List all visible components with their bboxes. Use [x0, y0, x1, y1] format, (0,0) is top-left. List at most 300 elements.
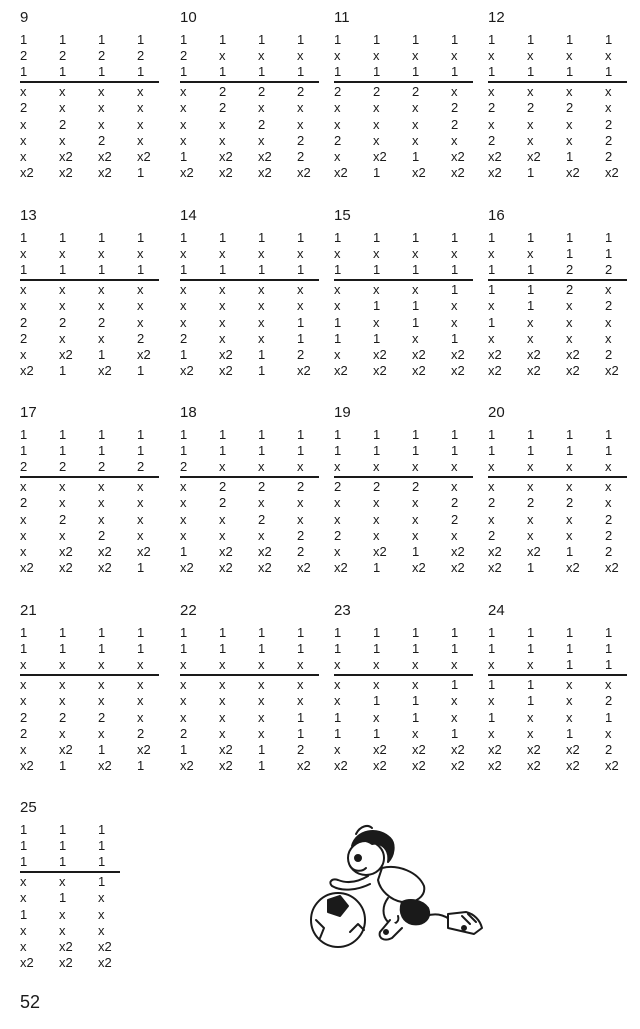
top-cell: x: [373, 657, 380, 673]
bottom-cell: 1: [334, 314, 342, 330]
bottom-cell: x: [59, 693, 66, 709]
bottom-cell: x: [59, 677, 66, 693]
bottom-cell: x: [566, 84, 573, 100]
bottom-cell: 1: [180, 741, 188, 757]
top-cell: 2: [180, 459, 188, 475]
bottom-cell: x2: [219, 741, 233, 757]
top-cell: 1: [412, 625, 420, 640]
top-cell: x: [527, 459, 534, 475]
bottom-cell: 2: [605, 298, 613, 314]
bottom-cell: x: [20, 741, 27, 757]
bottom-cell: x: [98, 890, 105, 906]
block-number: 14: [180, 207, 197, 224]
bottom-cell: 1: [137, 164, 145, 180]
top-cell: 1: [527, 64, 535, 80]
bottom-cell: x2: [566, 164, 580, 180]
bottom-cell: 1: [297, 709, 305, 725]
bottom-cell: x: [297, 495, 304, 511]
bottom-cell: x: [59, 527, 66, 543]
top-cell: 1: [527, 427, 535, 442]
top-cell: 1: [373, 443, 381, 459]
bottom-cell: 2: [219, 100, 227, 116]
bottom-cell: 1: [334, 725, 342, 741]
bottom-cell: 1: [373, 330, 381, 346]
bottom-cell: x2: [20, 164, 34, 180]
bottom-cell: 2: [20, 100, 28, 116]
bottom-cell: x: [451, 298, 458, 314]
top-cell: 1: [137, 427, 145, 442]
top-cell: x: [412, 657, 419, 673]
bottom-cell: x: [451, 693, 458, 709]
bottom-cell: x: [373, 132, 380, 148]
bottom-cell: 2: [605, 511, 613, 527]
bottom-cell: x: [488, 725, 495, 741]
bottom-cell: 1: [412, 148, 420, 164]
bottom-cell: x: [373, 495, 380, 511]
block-divider: [20, 674, 159, 676]
bottom-cell: 2: [605, 693, 613, 709]
bottom-cell: 1: [258, 757, 266, 773]
bottom-cell: x2: [180, 559, 194, 575]
bottom-cell: x: [20, 116, 27, 132]
top-cell: 1: [20, 427, 28, 442]
bottom-cell: 1: [180, 346, 188, 362]
top-cell: 1: [258, 427, 266, 442]
block-divider: [20, 476, 159, 478]
bottom-cell: x: [20, 298, 27, 314]
top-cell: x: [412, 459, 419, 475]
top-cell: 2: [98, 48, 106, 64]
top-cell: 1: [334, 625, 342, 640]
top-cell: 1: [334, 32, 342, 47]
top-cell: 1: [297, 230, 305, 245]
top-cell: 1: [527, 443, 535, 459]
bottom-cell: x2: [527, 362, 541, 378]
bottom-cell: x: [258, 330, 265, 346]
bottom-cell: 2: [451, 100, 459, 116]
bottom-cell: x: [137, 479, 144, 495]
bottom-cell: x2: [451, 148, 465, 164]
bottom-cell: 2: [297, 84, 305, 100]
bottom-cell: 1: [566, 725, 574, 741]
bottom-cell: x2: [451, 757, 465, 773]
bottom-cell: x2: [373, 346, 387, 362]
bottom-cell: x: [180, 298, 187, 314]
bottom-cell: x: [527, 330, 534, 346]
bottom-cell: 1: [412, 298, 420, 314]
bottom-cell: x2: [59, 164, 73, 180]
bottom-cell: x2: [297, 362, 311, 378]
bottom-cell: x: [20, 511, 27, 527]
top-cell: 1: [180, 625, 188, 640]
block-divider: [180, 476, 319, 478]
top-cell: x: [297, 246, 304, 262]
bottom-cell: 1: [451, 677, 459, 693]
bottom-cell: x: [59, 298, 66, 314]
top-cell: x: [258, 246, 265, 262]
bottom-cell: x2: [451, 543, 465, 559]
top-cell: x: [137, 246, 144, 262]
bottom-cell: 2: [98, 709, 106, 725]
bottom-cell: 2: [412, 84, 420, 100]
football-player-illustration: [298, 820, 498, 950]
bottom-cell: 2: [297, 741, 305, 757]
bottom-cell: x2: [59, 741, 73, 757]
bottom-cell: x: [20, 132, 27, 148]
block-divider: [334, 81, 473, 83]
bottom-cell: x: [180, 132, 187, 148]
top-cell: x: [488, 459, 495, 475]
top-cell: 1: [180, 443, 188, 459]
bottom-cell: 1: [20, 906, 28, 922]
bottom-cell: x2: [334, 362, 348, 378]
top-cell: 1: [180, 262, 188, 278]
top-cell: 1: [20, 854, 28, 870]
bottom-cell: x2: [412, 362, 426, 378]
bottom-cell: x2: [412, 346, 426, 362]
bottom-cell: x: [180, 84, 187, 100]
bottom-cell: x: [605, 314, 612, 330]
bottom-cell: x: [180, 282, 187, 298]
bottom-cell: 2: [373, 479, 381, 495]
bottom-cell: x: [527, 527, 534, 543]
top-cell: x: [451, 657, 458, 673]
bottom-cell: x: [412, 100, 419, 116]
bottom-cell: x: [605, 725, 612, 741]
top-cell: x: [488, 657, 495, 673]
bottom-cell: x: [98, 495, 105, 511]
top-cell: 1: [137, 64, 145, 80]
block-number: 23: [334, 602, 351, 619]
bottom-cell: x: [98, 906, 105, 922]
top-cell: x: [373, 459, 380, 475]
bottom-cell: x2: [219, 148, 233, 164]
top-cell: 1: [98, 32, 106, 47]
bottom-cell: 1: [488, 677, 496, 693]
bottom-cell: x: [527, 116, 534, 132]
bottom-cell: 1: [98, 346, 106, 362]
bottom-cell: x: [373, 709, 380, 725]
bottom-cell: 1: [412, 543, 420, 559]
top-cell: 1: [258, 32, 266, 47]
top-cell: 1: [412, 262, 420, 278]
top-cell: 1: [334, 230, 342, 245]
top-cell: 1: [59, 838, 67, 854]
bottom-cell: 2: [605, 543, 613, 559]
top-cell: 1: [527, 230, 535, 245]
bottom-cell: x2: [451, 362, 465, 378]
bottom-cell: x: [59, 922, 66, 938]
top-cell: x: [59, 657, 66, 673]
bottom-cell: 2: [605, 741, 613, 757]
bottom-cell: x: [137, 495, 144, 511]
bottom-cell: x: [334, 543, 341, 559]
bottom-cell: x: [334, 116, 341, 132]
top-cell: 1: [180, 641, 188, 657]
top-cell: 2: [98, 459, 106, 475]
bottom-cell: x: [488, 84, 495, 100]
top-cell: x: [180, 657, 187, 673]
top-cell: 1: [98, 854, 106, 870]
bottom-cell: 2: [59, 511, 67, 527]
top-cell: 1: [605, 64, 613, 80]
bottom-cell: x2: [488, 543, 502, 559]
bottom-cell: x2: [20, 362, 34, 378]
top-cell: 1: [412, 641, 420, 657]
top-cell: 1: [488, 32, 496, 47]
top-cell: 1: [219, 262, 227, 278]
bottom-cell: x: [180, 677, 187, 693]
top-cell: x: [566, 459, 573, 475]
bottom-cell: x: [605, 84, 612, 100]
bottom-cell: x: [180, 693, 187, 709]
bottom-cell: x: [180, 479, 187, 495]
bottom-cell: x2: [219, 559, 233, 575]
top-cell: x: [566, 48, 573, 64]
bottom-cell: x: [373, 677, 380, 693]
bottom-cell: x: [258, 100, 265, 116]
bottom-cell: x2: [334, 559, 348, 575]
bottom-cell: x2: [566, 757, 580, 773]
bottom-cell: x: [488, 330, 495, 346]
bottom-cell: x: [566, 132, 573, 148]
bottom-cell: x2: [527, 741, 541, 757]
top-cell: 1: [98, 625, 106, 640]
bottom-cell: 2: [297, 346, 305, 362]
top-cell: x: [258, 657, 265, 673]
bottom-cell: x2: [373, 362, 387, 378]
top-cell: 1: [412, 443, 420, 459]
bottom-cell: x: [412, 282, 419, 298]
bottom-cell: x: [334, 741, 341, 757]
bottom-cell: x2: [20, 954, 34, 970]
bottom-cell: 2: [566, 495, 574, 511]
top-cell: 1: [137, 625, 145, 640]
bottom-cell: x2: [219, 362, 233, 378]
bottom-cell: x: [488, 298, 495, 314]
top-cell: 1: [373, 625, 381, 640]
top-cell: 1: [566, 246, 574, 262]
bottom-cell: x2: [258, 148, 272, 164]
bottom-cell: x: [59, 330, 66, 346]
bottom-cell: x2: [297, 559, 311, 575]
bottom-cell: x: [219, 330, 226, 346]
bottom-cell: 2: [451, 116, 459, 132]
top-cell: 1: [258, 262, 266, 278]
bottom-cell: x: [137, 677, 144, 693]
bottom-cell: x: [488, 693, 495, 709]
bottom-cell: 2: [20, 709, 28, 725]
top-cell: 1: [297, 427, 305, 442]
top-cell: 1: [98, 230, 106, 245]
block-divider: [180, 81, 319, 83]
bottom-cell: 2: [297, 543, 305, 559]
block-number: 15: [334, 207, 351, 224]
top-cell: 1: [334, 427, 342, 442]
top-cell: 1: [137, 262, 145, 278]
top-cell: 1: [488, 641, 496, 657]
bottom-cell: x: [98, 511, 105, 527]
bottom-cell: 1: [451, 282, 459, 298]
bottom-cell: 2: [605, 132, 613, 148]
bottom-cell: 2: [20, 330, 28, 346]
bottom-cell: x: [412, 725, 419, 741]
top-cell: 1: [297, 64, 305, 80]
bottom-cell: 2: [605, 116, 613, 132]
top-cell: 1: [566, 427, 574, 442]
bottom-cell: x: [527, 84, 534, 100]
bottom-cell: x: [373, 282, 380, 298]
bottom-cell: 1: [59, 362, 67, 378]
bottom-cell: x2: [566, 346, 580, 362]
bottom-cell: 2: [258, 479, 266, 495]
bottom-cell: x2: [137, 346, 151, 362]
bottom-cell: x: [98, 693, 105, 709]
bottom-cell: x: [137, 527, 144, 543]
top-cell: 1: [451, 641, 459, 657]
bottom-cell: x: [20, 938, 27, 954]
top-cell: 1: [20, 443, 28, 459]
top-cell: 1: [373, 641, 381, 657]
bottom-cell: 1: [59, 757, 67, 773]
block-number: 16: [488, 207, 505, 224]
block-number: 9: [20, 9, 29, 26]
bottom-cell: x: [219, 527, 226, 543]
bottom-cell: x2: [605, 559, 619, 575]
block-number: 10: [180, 9, 197, 26]
bottom-cell: x2: [137, 543, 151, 559]
bottom-cell: x: [373, 116, 380, 132]
bottom-cell: x: [219, 116, 226, 132]
bottom-cell: x: [20, 479, 27, 495]
bottom-cell: x2: [527, 148, 541, 164]
top-cell: 1: [98, 443, 106, 459]
top-cell: 1: [59, 64, 67, 80]
bottom-cell: x2: [373, 757, 387, 773]
block-divider: [180, 674, 319, 676]
bottom-cell: x: [566, 693, 573, 709]
bottom-cell: x: [180, 511, 187, 527]
block-number: 19: [334, 404, 351, 421]
bottom-cell: 1: [527, 164, 535, 180]
bottom-cell: 1: [98, 874, 106, 890]
bottom-cell: x2: [59, 559, 73, 575]
bottom-cell: 2: [488, 100, 496, 116]
top-cell: x: [219, 657, 226, 673]
bottom-cell: x2: [297, 164, 311, 180]
bottom-cell: x: [219, 282, 226, 298]
bottom-cell: 2: [527, 495, 535, 511]
bottom-cell: x: [219, 709, 226, 725]
bottom-cell: x: [219, 132, 226, 148]
bottom-cell: x2: [566, 362, 580, 378]
top-cell: 1: [605, 246, 613, 262]
block-divider: [488, 279, 627, 281]
bottom-cell: x2: [98, 362, 112, 378]
bottom-cell: x: [59, 479, 66, 495]
top-cell: 2: [59, 459, 67, 475]
top-cell: 1: [566, 657, 574, 673]
bottom-cell: x2: [180, 757, 194, 773]
top-cell: 1: [412, 230, 420, 245]
bottom-cell: x: [258, 282, 265, 298]
bottom-cell: 2: [566, 100, 574, 116]
bottom-cell: x: [527, 709, 534, 725]
top-cell: 1: [20, 64, 28, 80]
block-number: 18: [180, 404, 197, 421]
bottom-cell: x: [98, 725, 105, 741]
top-cell: 1: [258, 230, 266, 245]
top-cell: x: [451, 246, 458, 262]
bottom-cell: x: [566, 709, 573, 725]
bottom-cell: x: [297, 693, 304, 709]
bottom-cell: x2: [451, 346, 465, 362]
block-divider: [20, 279, 159, 281]
top-cell: 1: [334, 262, 342, 278]
bottom-cell: x: [180, 527, 187, 543]
top-cell: 1: [59, 32, 67, 47]
bottom-cell: x: [59, 84, 66, 100]
top-cell: x: [20, 246, 27, 262]
bottom-cell: x: [605, 100, 612, 116]
top-cell: x: [451, 459, 458, 475]
top-cell: x: [334, 246, 341, 262]
bottom-cell: x2: [219, 757, 233, 773]
top-cell: 1: [605, 625, 613, 640]
top-cell: x: [258, 459, 265, 475]
bottom-cell: x: [137, 116, 144, 132]
bottom-cell: x: [527, 479, 534, 495]
bottom-cell: 2: [258, 116, 266, 132]
top-cell: 1: [297, 625, 305, 640]
top-cell: 1: [137, 443, 145, 459]
bottom-cell: x2: [98, 559, 112, 575]
bottom-cell: x: [137, 100, 144, 116]
top-cell: 1: [219, 32, 227, 47]
top-cell: 1: [20, 230, 28, 245]
bottom-cell: 2: [334, 527, 342, 543]
bottom-cell: x: [297, 100, 304, 116]
bottom-cell: x: [527, 725, 534, 741]
bottom-cell: x: [605, 282, 612, 298]
bottom-cell: x: [412, 511, 419, 527]
top-cell: 1: [297, 32, 305, 47]
bottom-cell: x2: [180, 362, 194, 378]
bottom-cell: x2: [412, 741, 426, 757]
bottom-cell: 2: [297, 148, 305, 164]
bottom-cell: x2: [566, 741, 580, 757]
bottom-cell: x: [137, 84, 144, 100]
bottom-cell: x: [180, 314, 187, 330]
bottom-cell: 2: [297, 479, 305, 495]
bottom-cell: x2: [488, 559, 502, 575]
bottom-cell: x2: [258, 164, 272, 180]
bottom-cell: x: [297, 282, 304, 298]
top-cell: 1: [527, 32, 535, 47]
bottom-cell: x: [566, 330, 573, 346]
top-cell: x: [334, 657, 341, 673]
bottom-cell: 2: [451, 511, 459, 527]
block-divider: [488, 476, 627, 478]
top-cell: 1: [605, 230, 613, 245]
bottom-cell: 2: [334, 479, 342, 495]
block-number: 21: [20, 602, 37, 619]
top-cell: 1: [488, 262, 496, 278]
bottom-cell: 2: [137, 725, 145, 741]
block-divider: [334, 476, 473, 478]
bottom-cell: 2: [98, 314, 106, 330]
bottom-cell: x: [98, 922, 105, 938]
